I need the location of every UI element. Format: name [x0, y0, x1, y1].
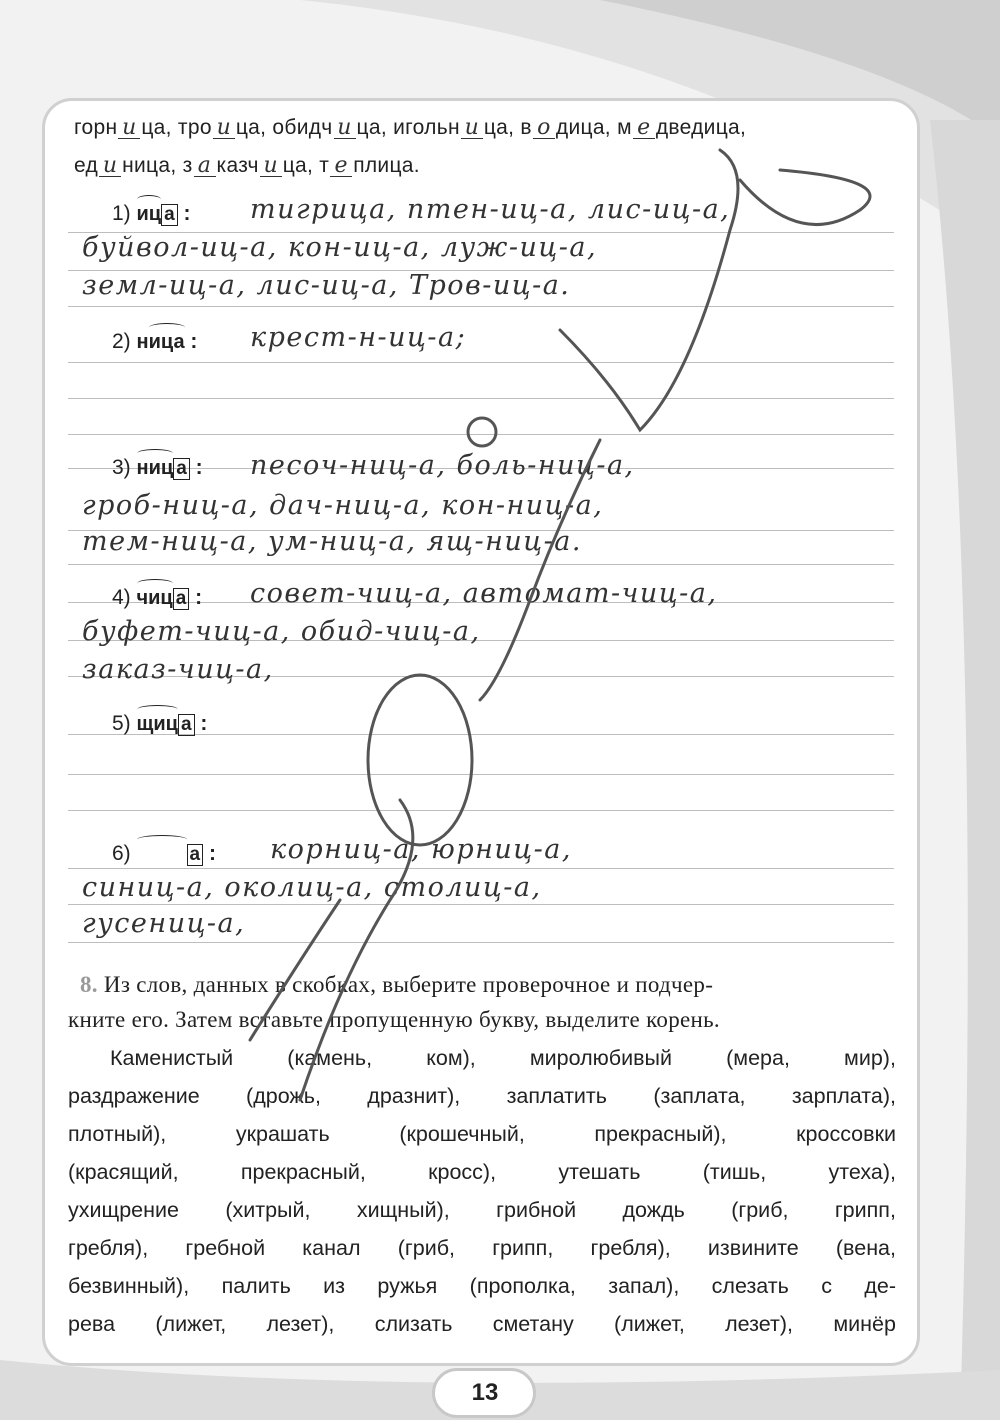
handwritten-answer: совет-чиц-а, автомат-чиц-а, — [250, 578, 718, 609]
inserted-letter: о — [533, 118, 555, 139]
word: (заплата, — [653, 1084, 746, 1108]
word: ком), — [426, 1046, 476, 1070]
inserted-letter: е — [633, 118, 655, 139]
word: (дрожь, — [246, 1084, 321, 1108]
handwritten-answer: гусениц-а, — [82, 908, 246, 939]
word: (тишь, — [702, 1160, 767, 1184]
handwritten-answer: корниц-а, юрниц-а, — [270, 834, 572, 865]
word: гребля), — [68, 1236, 149, 1260]
word: Каменистый — [110, 1046, 234, 1070]
word: прекрасный), — [594, 1122, 727, 1146]
word: (камень, — [287, 1046, 373, 1070]
handwritten-answer: тигрица, птен-иц-а, лис-иц-а, — [250, 194, 731, 225]
group-number: 5) — [112, 712, 137, 735]
handwritten-answer: песоч-ниц-а, боль-ниц-а, — [250, 450, 635, 481]
word: хищный), — [356, 1198, 450, 1222]
word: гребной — [185, 1236, 266, 1260]
suffix-morpheme: чиц — [137, 587, 173, 609]
word: (лижет, — [614, 1312, 685, 1336]
word: (крошечный, — [399, 1122, 525, 1146]
group-number: 1) — [112, 202, 137, 225]
handwritten-answer: буйвол-иц-а, кон-иц-а, луж-иц-а, — [82, 232, 598, 263]
handwritten-answer: заказ-чиц-а, — [82, 654, 274, 685]
colon: : — [189, 586, 203, 609]
word: дождь — [622, 1198, 685, 1222]
word: ружья — [377, 1274, 438, 1298]
word: грибной — [496, 1198, 577, 1222]
word: (гриб, — [731, 1198, 789, 1222]
intro-text: ца, в — [483, 116, 532, 139]
colon: : — [203, 842, 216, 865]
word: мир), — [844, 1046, 896, 1070]
word: минёр — [833, 1312, 896, 1336]
word: рева — [68, 1312, 116, 1336]
page-number: 13 — [471, 1379, 499, 1406]
word: грипп, — [492, 1236, 554, 1260]
handwritten-answer: земл-иц-а, лис-иц-а, Тров-иц-а. — [82, 270, 571, 301]
suffix-morpheme: ица — [149, 331, 185, 353]
intro-text: ца, обидч — [235, 116, 333, 139]
inserted-letter: е — [330, 156, 352, 177]
word: (вена, — [835, 1236, 896, 1260]
intro-text: ница, з — [122, 154, 193, 177]
word: утешать — [558, 1160, 641, 1184]
word: канал — [302, 1236, 361, 1260]
group-number: 2) — [112, 330, 137, 353]
inserted-letter: и — [99, 156, 121, 177]
word: грипп, — [834, 1198, 896, 1222]
word: дразнит), — [367, 1084, 461, 1108]
ending-box: а — [161, 204, 178, 226]
word: безвинный), — [68, 1274, 190, 1298]
word: сметану — [492, 1312, 574, 1336]
handwritten-answer: гроб-ниц-а, дач-ниц-а, кон-ниц-а, — [82, 490, 604, 521]
word: (хитрый, — [225, 1198, 311, 1222]
word: извините — [707, 1236, 799, 1260]
intro-text: дведица, — [655, 116, 747, 139]
word: (красящий, — [68, 1160, 179, 1184]
handwritten-answer: крест-н-иц-а; — [250, 322, 467, 353]
word: зарплата), — [791, 1084, 896, 1108]
word: утеха), — [828, 1160, 896, 1184]
task-number: 8. — [80, 972, 98, 997]
word: (мера, — [726, 1046, 790, 1070]
word: де- — [864, 1274, 896, 1298]
colon: : — [177, 202, 191, 225]
task-8-text-1: Из слов, данных в скобках, выберите проверочное и подчер- — [103, 972, 714, 997]
ending-box: а — [173, 588, 190, 610]
intro-text: плица. — [353, 154, 420, 177]
inserted-letter: и — [213, 118, 235, 139]
inserted-letter: и — [334, 118, 356, 139]
intro-text: ед — [74, 154, 99, 177]
word: раздражение — [68, 1084, 200, 1108]
colon: : — [189, 456, 203, 479]
word: лезет), — [266, 1312, 335, 1336]
intro-text: казч — [216, 154, 259, 177]
suffix-morpheme: иц — [137, 203, 162, 225]
word: лезет), — [725, 1312, 794, 1336]
ending-box: а — [187, 844, 204, 866]
intro-text: ца, тро — [141, 116, 212, 139]
handwritten-answer: буфет-чиц-а, обид-чиц-а, — [82, 616, 481, 647]
word: прекрасный, — [240, 1160, 366, 1184]
word: заплатить — [506, 1084, 607, 1108]
word: кроссовки — [796, 1122, 896, 1146]
word: кросс), — [428, 1160, 497, 1184]
inserted-letter: а — [194, 156, 216, 177]
word: (прополка, — [469, 1274, 576, 1298]
word: плотный), — [68, 1122, 167, 1146]
word: палить — [221, 1274, 291, 1298]
suffix-morpheme: щиц — [137, 713, 178, 735]
intro-text: дица, м — [555, 116, 632, 139]
intro-text: горн — [74, 116, 118, 139]
morph-prefix: н — [136, 331, 149, 353]
colon: : — [194, 712, 208, 735]
intro-text: ца, т — [282, 154, 330, 177]
suffix-morpheme: ниц — [137, 457, 174, 479]
word: с — [821, 1274, 832, 1298]
word: (гриб, — [397, 1236, 455, 1260]
word: миролюбивый — [529, 1046, 672, 1070]
inserted-letter: и — [118, 118, 140, 139]
word: слезать — [711, 1274, 789, 1298]
ending-box: а — [178, 714, 195, 736]
group-number: 4) — [112, 586, 137, 609]
colon: : — [184, 330, 198, 353]
word: слизать — [374, 1312, 453, 1336]
task-8-text-2: кните его. Затем вставьте пропущенную букву, выделите корень. — [68, 1007, 720, 1032]
word: украшать — [235, 1122, 330, 1146]
inserted-letter: и — [260, 156, 282, 177]
group-number: 6) — [112, 842, 137, 865]
group-number: 3) — [112, 456, 137, 479]
ending-box: а — [173, 458, 190, 480]
inserted-letter: и — [461, 118, 483, 139]
word: запал), — [608, 1274, 680, 1298]
word: (лижет, — [155, 1312, 227, 1336]
word: из — [323, 1274, 345, 1298]
handwritten-answer: тем-ниц-а, ум-ниц-а, ящ-ниц-а. — [82, 526, 582, 557]
intro-text: ца, игольн — [356, 116, 460, 139]
word: ухищрение — [68, 1198, 179, 1222]
handwritten-answer: синиц-а, околиц-а, столиц-а, — [82, 872, 542, 903]
word: гребля), — [590, 1236, 671, 1260]
